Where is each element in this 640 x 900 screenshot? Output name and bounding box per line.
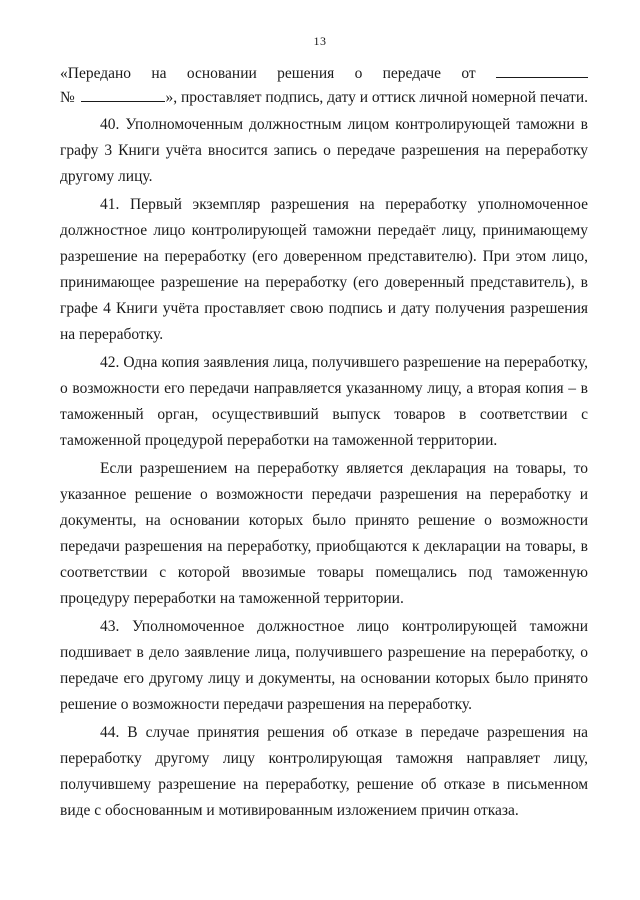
paragraph-42-continuation: Если разрешением на переработку является декларация на товары, то указанное решение о возможности передачи разрешения на переработку и документы, на основании которых было принято решение о возможности передачи разрешения на переработку, приобщаются к декларации на товары, в соответствии с которой ввозимые товары помещались под таможенную процедуру переработки на таможенной территории.	[60, 460, 588, 607]
transfer-note-word: передаче	[382, 65, 442, 82]
paragraph-40: 40. Уполномоченным должностным лицом контролирующей таможни в графу 3 Книги учёта вносится запись о передаче разрешения на переработку другому лицу.	[60, 116, 588, 185]
transfer-note-line-1	[60, 62, 588, 86]
number-sign: №	[60, 89, 75, 106]
transfer-note-word: на	[151, 65, 167, 82]
document-body	[60, 62, 588, 824]
paragraph-42: 42. Одна копия заявления лица, получившего разрешение на переработку, о возможности его передачи направляется указанному лицу, а вторая копия – в таможенный орган, осуществивший выпуск товаров в соответствии с таможенной процедурой переработки на таможенной территории.	[60, 354, 588, 449]
transfer-note-word: основании	[186, 65, 257, 82]
number-blank	[81, 87, 166, 102]
transfer-note-line-2	[60, 86, 588, 110]
transfer-note-tail: », проставляет подпись, дату и оттиск личной номерной печати.	[165, 89, 588, 106]
transfer-note-word: решения	[277, 65, 335, 82]
paragraph-43: 43. Уполномоченное должностное лицо контролирующей таможни подшивает в дело заявление лица, получившего разрешение на переработку, о передаче его другому лицу и документы, на основании которых было принято решение о возможности передачи разрешения на переработку.	[60, 618, 588, 713]
paragraph-44: 44. В случае принятия решения об отказе в передаче разрешения на переработку другому лицу контролирующая таможня направляет лицу, получившему разрешение на переработку, решение об отказе в письменном виде с обоснованным и мотивированным изложением причин отказа.	[60, 724, 588, 819]
transfer-note-word: «Передано	[60, 65, 132, 82]
date-blank	[496, 63, 588, 78]
paragraph-41: 41. Первый экземпляр разрешения на переработку уполномоченное должностное лицо контролирующей таможни передаёт лицу, принимающему разрешение на переработку (его доверенном представителю). При этом лицо, принимающее разрешение на переработку (его доверенный представитель), в графе 4 Книги учёта проставляет свою подпись и дату получения разрешения на переработку.	[60, 196, 588, 343]
transfer-note-word: о	[354, 65, 363, 82]
page-number: 13	[313, 34, 327, 48]
transfer-note-word: от	[461, 65, 476, 82]
